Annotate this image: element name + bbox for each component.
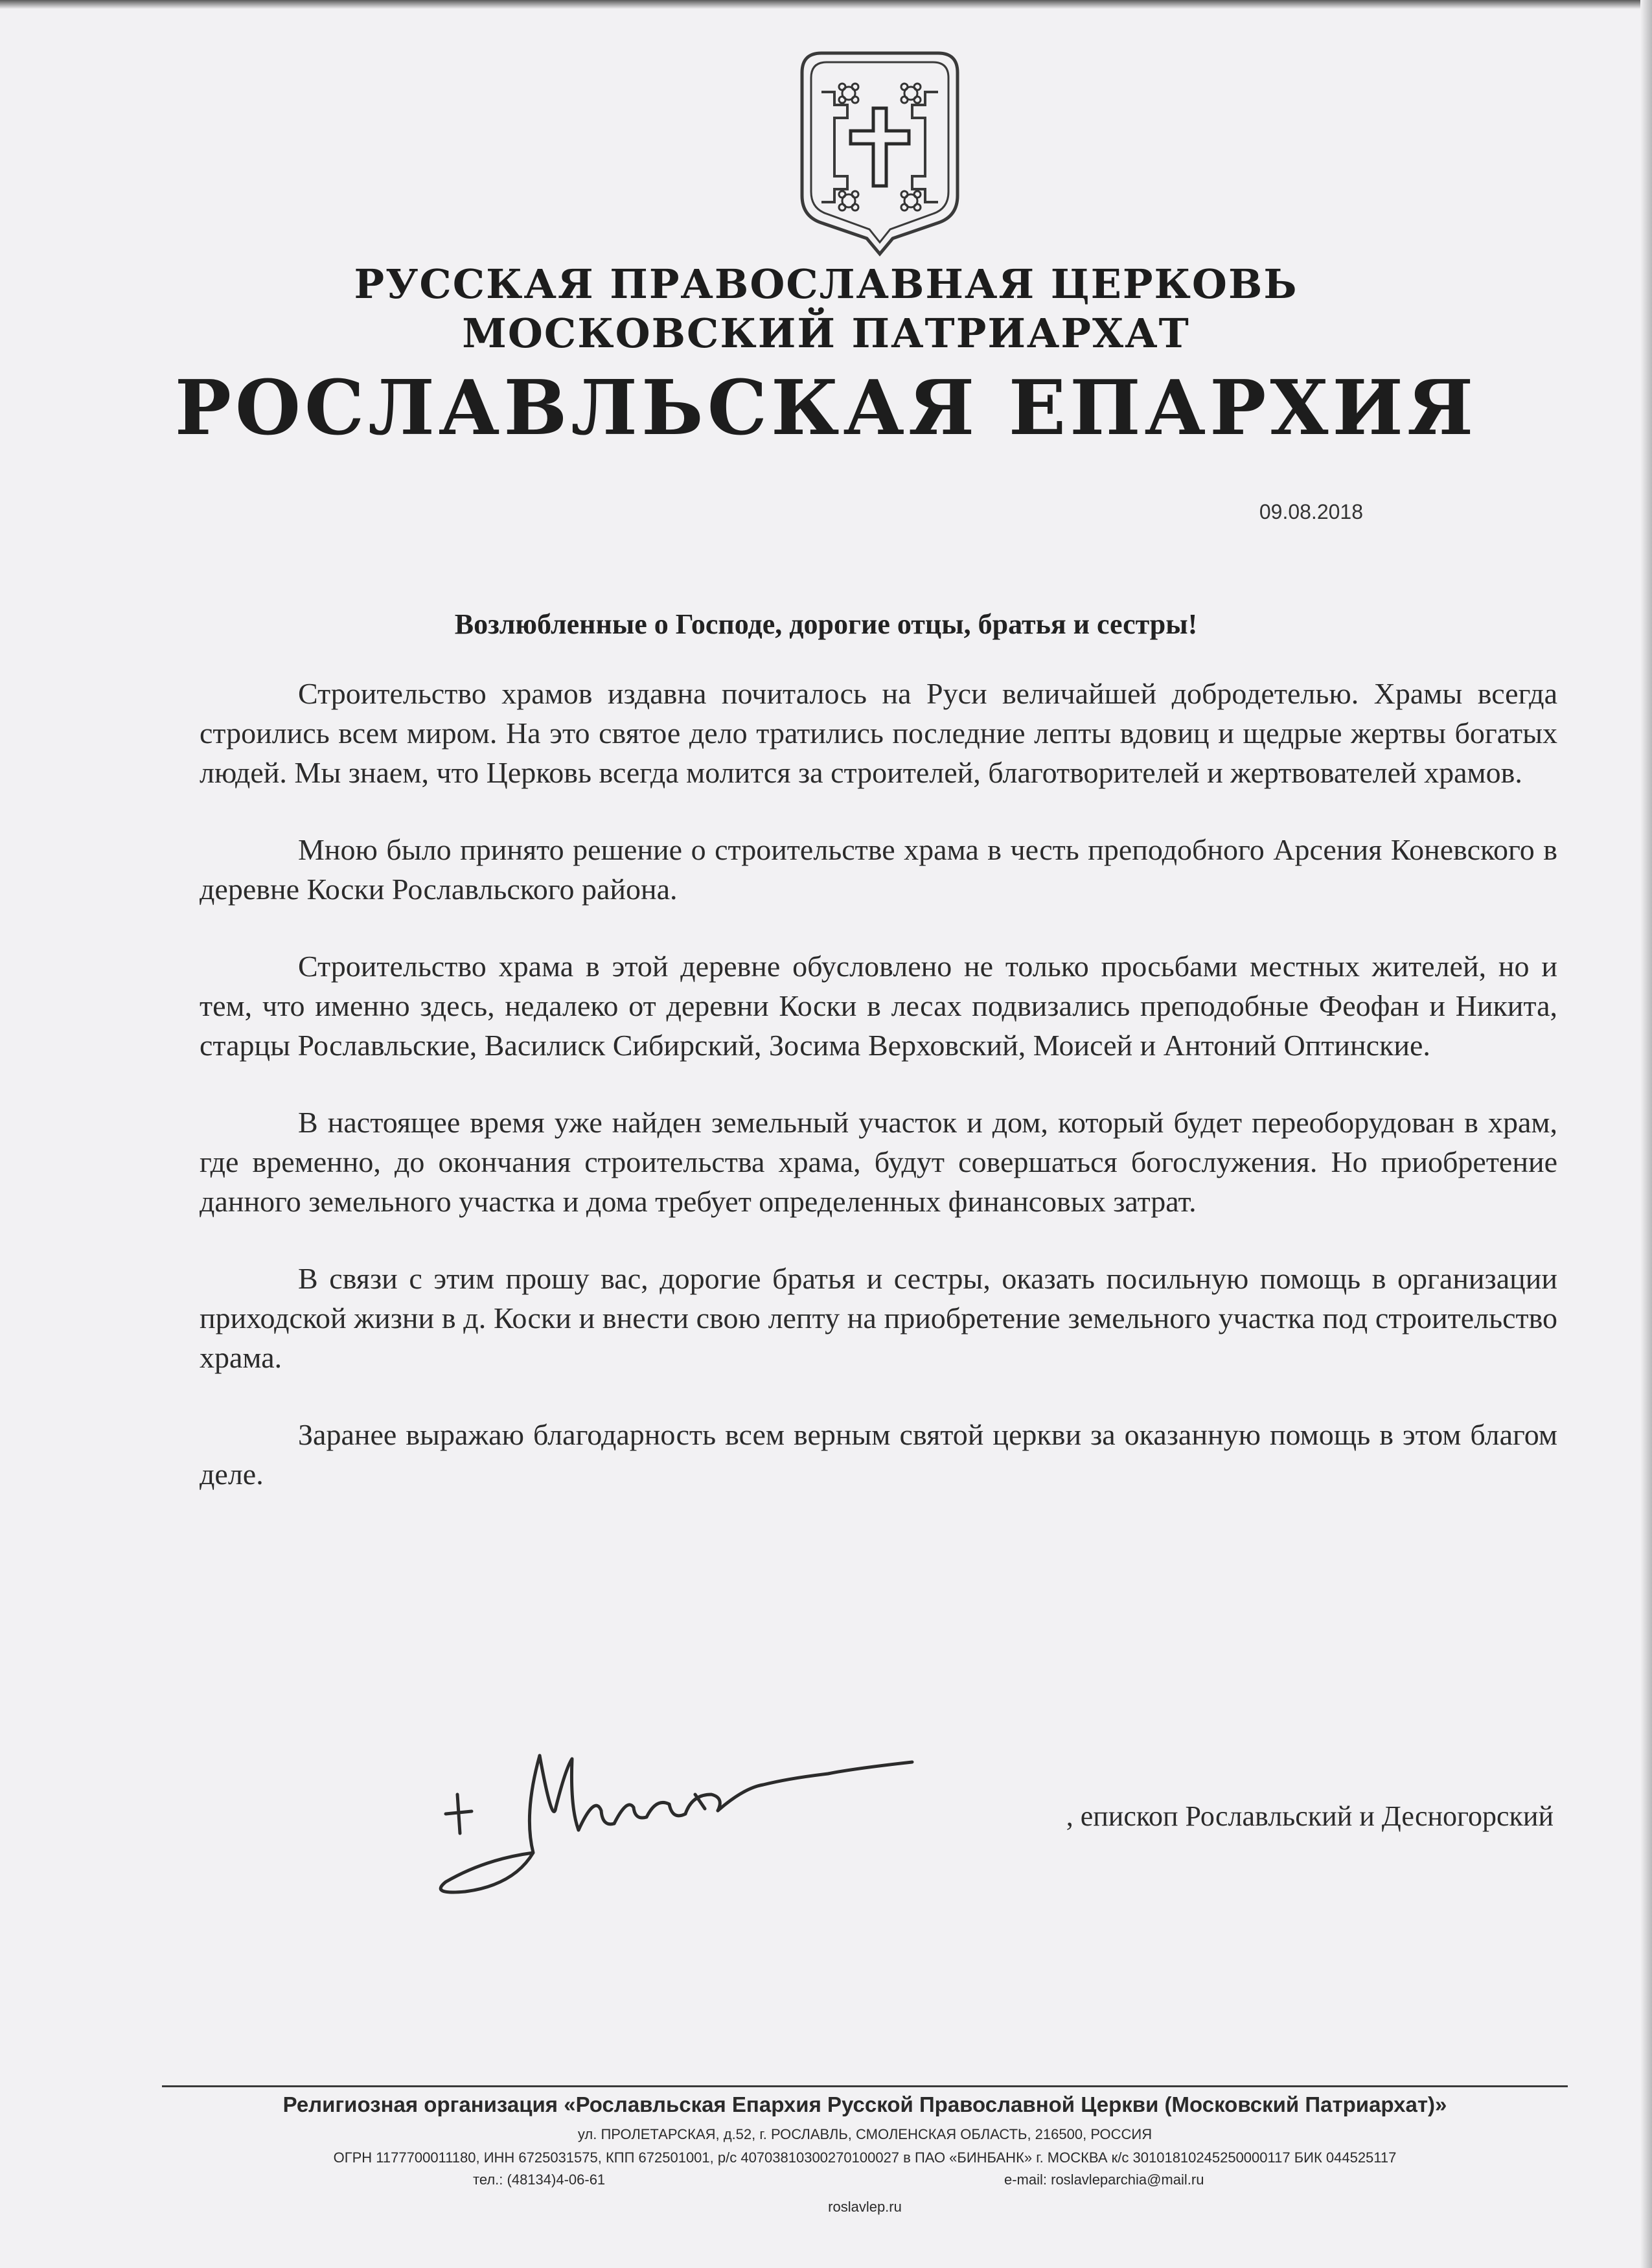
paragraph: Строительство храмов издавна почиталось на Руси величайшей добродетелью. Храмы всегда строились всем миром. На это святое дело тратились последние лепты вдовиц и щедрые жертвы богатых людей. Мы знаем, что Церковь всегда молится за строителей, благотворителей и жертвователей храмов. xyxy=(200,677,1557,789)
footer-divider xyxy=(162,2085,1568,2087)
letter-date: 09.08.2018 xyxy=(1259,500,1363,523)
paragraph: Мною было принято решение о строительстве храма в честь преподобного Арсения Коневского в деревне Коски Рославльского района. xyxy=(200,833,1557,906)
handwritten-signature xyxy=(400,1697,919,1911)
paragraph: В связи с этим прошу вас, дорогие братья и сестры, оказать посильную помощь в организации приходской жизни в д. Коски и внести свою лепту на приобретение земельного участка под строительство храма. xyxy=(200,1262,1557,1374)
footer-registration: ОГРН 1177700011180, ИНН 6725031575, КПП 672501001, р/с 40703810300270100027 в ПАО «БИНБАНК» г. МОСКВА к/с 30101810245250000117 БИК 044525117 xyxy=(333,2149,1397,2166)
paragraph: В настоящее время уже найден земельный участок и дом, который будет переоборудован в храм, где временно, до окончания строительства храма, будут совершаться богослужения. Но приобретение данного земельного участка и дома требует определенных финансовых затрат. xyxy=(200,1106,1557,1218)
paragraph: Строительство храма в этой деревне обусловлено не только просьбами местных жителей, но и тем, что именно здесь, недалеко от деревни Коски в лесах подвизались преподобные Феофан и Никита, старцы Рославльские, Василиск Сибирский, Зосима Верховский, Моисей и Антоний Оптинские. xyxy=(200,950,1557,1062)
footer-phone: тел.: (48134)4-06-61 xyxy=(473,2171,606,2188)
scan-top-edge xyxy=(0,0,1652,9)
diocese-emblem xyxy=(796,47,964,260)
footer-address: ул. ПРОЛЕТАРСКАЯ, д.52, г. РОСЛАВЛЬ, СМОЛЕНСКАЯ ОБЛАСТЬ, 216500, РОССИЯ xyxy=(577,2126,1153,2142)
church-name: РУССКАЯ ПРАВОСЛАВНАЯ ЦЕРКОВЬ xyxy=(354,260,1298,308)
footer-organization: Религиозная организация «Рославльская Епархия Русской Православной Церкви (Московский Патриархат)» xyxy=(282,2092,1447,2116)
patriarchate-name: МОСКОВСКИЙ ПАТРИАРХАТ xyxy=(462,310,1190,357)
letter-body xyxy=(200,674,1557,1531)
footer-email: e-mail: roslavleparchia@mail.ru xyxy=(1004,2171,1204,2188)
diocese-name: РОСЛАВЛЬСКАЯ ЕПАРХИЯ xyxy=(174,364,1478,452)
footer-website: roslavlep.ru xyxy=(828,2199,902,2215)
signer-title: , епископ Рославльский и Десногорский xyxy=(1066,1800,1554,1832)
greeting: Возлюбленные о Господе, дорогие отцы, братья и сестры! xyxy=(454,608,1198,640)
paragraph: Заранее выражаю благодарность всем верным святой церкви за оказанную помощь в этом благом деле. xyxy=(200,1418,1557,1491)
